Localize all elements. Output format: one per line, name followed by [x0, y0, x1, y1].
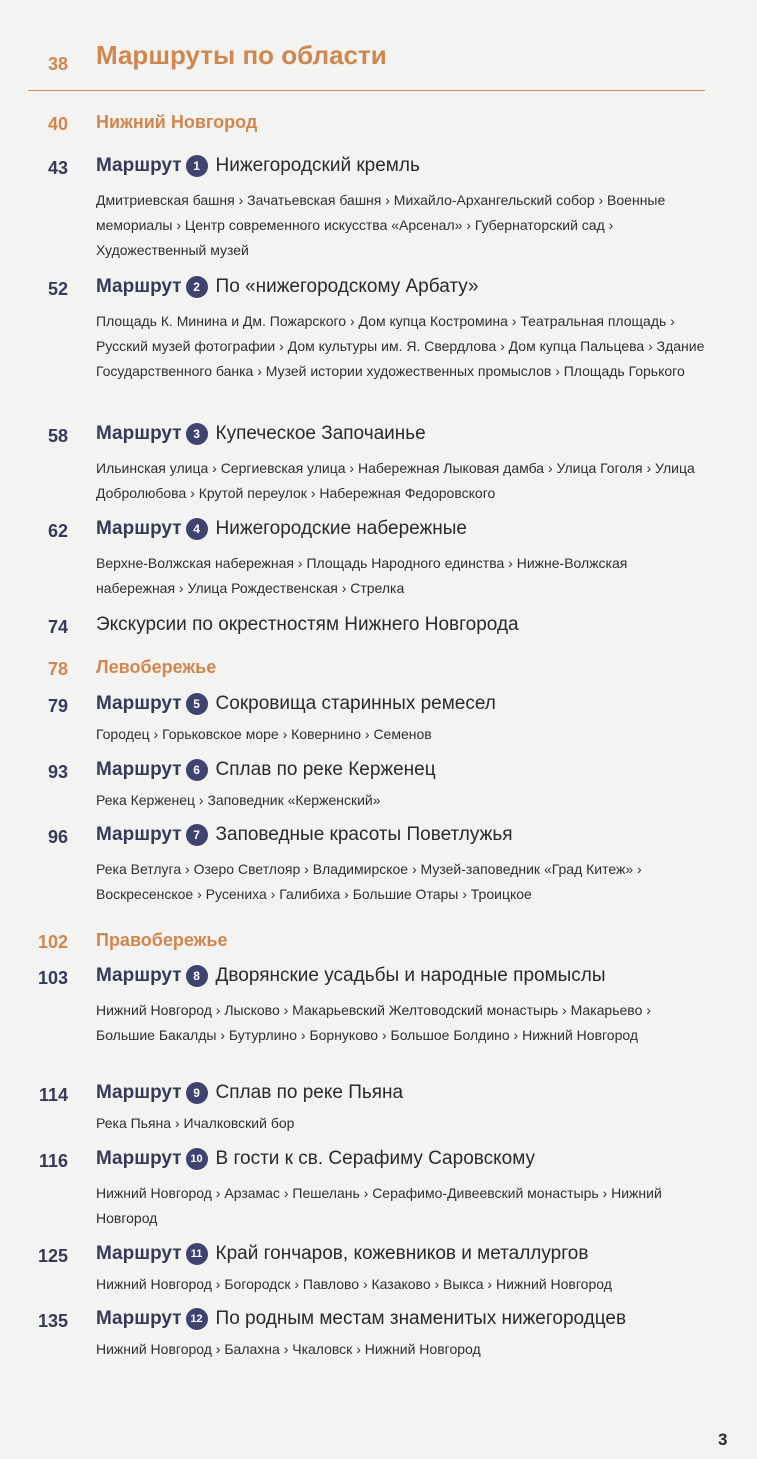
route-label: Маршрут: [96, 824, 182, 845]
route-page-number: 116: [38, 1151, 68, 1171]
header-page-number: 38: [47, 54, 68, 74]
route-page-number: 125: [37, 1246, 68, 1266]
route-page-number: 79: [47, 696, 68, 716]
route-stops: Нижний Новгород › Балахна › Чкаловск › Нижний Новгород: [96, 1341, 481, 1357]
route-stops: Река Ветлуга › Озеро Светлояр › Владимирское › Музей-заповедник «Град Китеж» › Воскресенское › Русениха › Галибиха › Большие Отары › Троицкое: [96, 861, 642, 902]
route-page-number: 103: [37, 968, 68, 988]
route-title: Дворянские усадьбы и народные промыслы: [215, 965, 606, 986]
section-title: Правобережье: [96, 930, 228, 950]
route-number-badge: 7: [186, 824, 208, 846]
route-label: Маршрут: [96, 423, 182, 444]
route-title: В гости к св. Серафиму Саровскому: [215, 1148, 536, 1169]
route-heading: [96, 693, 496, 715]
section-page-number: 40: [47, 114, 68, 134]
route-number-badge: 6: [186, 759, 208, 781]
excursion-title: Экскурсии по окрестностям Нижнего Новгорода: [96, 614, 519, 635]
route-heading: [96, 276, 479, 298]
route-stops: Нижний Новгород › Лысково › Макарьевский Желтоводский монастырь › Макарьево › Большие Бакалды › Бутурлино › Борнуково › Большое Болдино › Нижний Новгород: [96, 1002, 651, 1043]
excursion-page-number: 74: [47, 617, 68, 637]
route-number-badge: 3: [186, 423, 208, 445]
route-label: Маршрут: [96, 1308, 182, 1329]
route-stops: Нижний Новгород › Арзамас › Пешелань › Серафимо-Дивеевский монастырь › Нижний Новгород: [96, 1185, 662, 1226]
section-title: Нижний Новгород: [96, 112, 258, 132]
route-stops: Нижний Новгород › Богородск › Павлово › Казаково › Выкса › Нижний Новгород: [96, 1276, 612, 1292]
route-title: Заповедные красоты Поветлужья: [215, 824, 513, 845]
route-page-number: 58: [47, 426, 68, 446]
route-heading: [96, 824, 513, 846]
route-title: Край гончаров, кожевников и металлургов: [215, 1243, 589, 1264]
route-stops: Ильинская улица › Сергиевская улица › Набережная Лыковая дамба › Улица Гоголя › Улица Добролюбова › Крутой переулок › Набережная Федоровского: [96, 460, 695, 501]
route-page-number: 43: [47, 158, 68, 178]
route-label: Маршрут: [96, 1148, 182, 1169]
route-number-badge: 8: [186, 965, 208, 987]
route-number-badge: 11: [186, 1243, 208, 1265]
route-number-badge: 1: [186, 155, 208, 177]
route-title: По «нижегородскому Арбату»: [215, 276, 479, 297]
route-label: Маршрут: [96, 1243, 182, 1264]
section-page-number: 102: [37, 932, 68, 952]
route-stops: Городец › Горьковское море › Ковернино › Семенов: [96, 726, 432, 742]
route-stops: Площадь К. Минина и Дм. Пожарского › Дом купца Костромина › Театральная площадь › Русский музей фотографии › Дом культуры им. Я. Свердлова › Дом купца Пальцева › Здание Государственного банка › Музей истории художественных промыслов › Площадь Горького: [96, 313, 705, 379]
section-title: Левобережье: [96, 657, 217, 677]
route-heading: [96, 1308, 626, 1330]
route-label: Маршрут: [96, 693, 182, 714]
route-title: Нижегородский кремль: [215, 155, 420, 176]
route-number-badge: 10: [186, 1148, 208, 1170]
page-number: 3: [718, 1430, 728, 1449]
route-page-number: 96: [47, 827, 68, 847]
route-title: По родным местам знаменитых нижегородцев: [215, 1308, 627, 1329]
route-heading: [96, 1082, 403, 1104]
route-number-badge: 2: [186, 276, 208, 298]
route-label: Маршрут: [96, 518, 182, 539]
route-label: Маршрут: [96, 1082, 182, 1103]
route-heading: [96, 1243, 588, 1265]
route-heading: [96, 518, 467, 540]
route-number-badge: 5: [186, 693, 208, 715]
route-title: Сплав по реке Пьяна: [215, 1082, 404, 1103]
route-stops: Река Пьяна › Ичалковский бор: [96, 1115, 295, 1131]
route-stops: Верхне-Волжская набережная › Площадь Народного единства › Нижне-Волжская набережная › Улица Рождественская › Стрелка: [96, 555, 628, 596]
route-heading: [96, 155, 420, 177]
route-number-badge: 9: [186, 1082, 208, 1104]
route-page-number: 114: [38, 1085, 68, 1105]
header-divider: [28, 90, 705, 91]
route-heading: [96, 423, 426, 445]
route-heading: [96, 759, 436, 781]
route-title: Сплав по реке Керженец: [215, 759, 436, 780]
route-page-number: 93: [47, 762, 68, 782]
route-heading: [96, 1148, 535, 1170]
route-title: Нижегородские набережные: [215, 518, 467, 539]
route-label: Маршрут: [96, 965, 182, 986]
route-label: Маршрут: [96, 276, 182, 297]
route-title: Купеческое Започаинье: [215, 423, 426, 444]
route-page-number: 52: [47, 279, 68, 299]
header-title: Маршруты по области: [96, 40, 387, 70]
section-page-number: 78: [47, 659, 68, 679]
route-label: Маршрут: [96, 759, 182, 780]
route-heading: [96, 965, 606, 987]
route-stops: Дмитриевская башня › Зачатьевская башня › Михайло-Архангельский собор › Военные мемориалы › Центр современного искусства «Арсенал» › Губернаторский сад › Художественный музей: [96, 192, 666, 258]
route-number-badge: 4: [186, 518, 208, 540]
route-label: Маршрут: [96, 155, 182, 176]
route-number-badge: 12: [186, 1308, 208, 1330]
route-page-number: 135: [37, 1311, 68, 1331]
route-stops: Река Керженец › Заповедник «Керженский»: [96, 792, 381, 808]
route-page-number: 62: [47, 521, 68, 541]
route-title: Сокровища старинных ремесел: [215, 693, 496, 714]
